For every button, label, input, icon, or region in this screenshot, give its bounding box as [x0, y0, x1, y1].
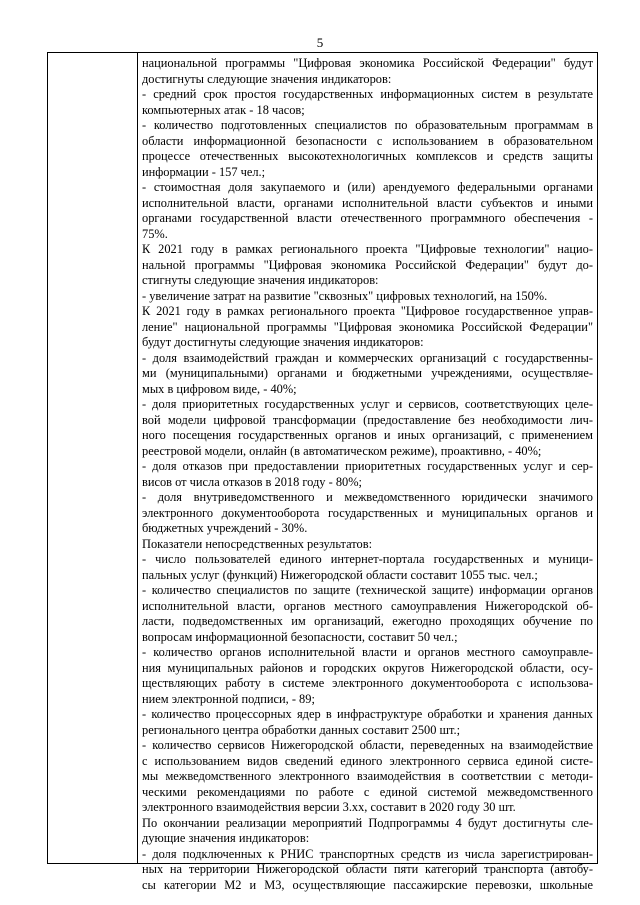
text-line: стигнуты следующие значения индикаторов:: [142, 273, 379, 287]
text-line: висов от числа отказов в 2018 году - 80%;: [142, 474, 362, 489]
text-line: - число пользователей единого интернет-портала государственных и муници-: [142, 552, 593, 566]
text-line: - количество процессорных ядер в инфраструктуре обработки и хранения данных: [142, 707, 593, 721]
text-line: будут достигнуты следующие значения индикаторов:: [142, 335, 424, 349]
text-line: - количество подготовленных специалистов по образовательным программам в: [142, 118, 593, 132]
text-line: электронного взаимодействия версии 3.хх, составит в 2020 году 30 шт.: [142, 800, 516, 814]
text-line: исполнительной власти, органами исполнительной власти субъектов и иными: [142, 195, 593, 210]
text-line: - стоимостная доля закупаемого и (или) арендуемого федеральными органами: [142, 180, 593, 194]
text-line: - доля приоритетных государственных услуг и сервисов, соответствующих целе-: [142, 397, 593, 411]
text-line: достигнуты следующие значения индикаторов:: [142, 71, 392, 86]
text-line: 75%.: [142, 226, 168, 241]
text-line: регионального центра обработки данных составит 2500 шт.;: [142, 722, 461, 737]
text-line: - доля взаимодействий граждан и коммерческих организаций с государственны-: [142, 350, 593, 365]
text-line: процессе отечественных высокотехнологичных комплексов и средств защиты: [142, 149, 593, 163]
text-line: вой модели цифровой трансформации (предоставление без необходимости лич-: [142, 412, 593, 427]
text-line: компьютерных атак - 18 часов;: [142, 102, 305, 117]
text-line: пальных услуг (функций) Нижегородской области составит 1055 тыс. чел.;: [142, 567, 538, 582]
text-line: реестровой модели, онлайн (в автоматическом режиме), проактивно, - 40%;: [142, 443, 542, 458]
text-line: исполнительной власти, органов местного самоуправления Нижегородской об-: [142, 598, 593, 613]
text-line: мых в цифровом виде, - 40%;: [142, 381, 297, 396]
table-left-cell: [48, 53, 138, 863]
text-line: - доля подключенных к РНИС транспортных средств из числа зарегистрирован-: [142, 846, 593, 861]
text-line: ных на территории Нижегородской области пяти категорий транспорта (автобу-: [142, 862, 593, 876]
text-line: ществляющих работу в системе электронного документооборота с использова-: [142, 676, 593, 690]
text-line: нием электронной подписи, - 89;: [142, 691, 315, 706]
content-table: [47, 52, 598, 892]
table-text-cell: [138, 53, 597, 892]
text-line: бюджетных учреждений - 30%.: [142, 521, 308, 535]
text-line: К 2021 году в рамках регионального проекта "Цифровые технологии" нацио-: [142, 242, 593, 256]
text-line: ного посещения государственных органов и иных организаций, с применением: [142, 428, 593, 442]
text-line: ния муниципальных районов и городских округов Нижегородской области, осу-: [142, 660, 593, 675]
text-line: К 2021 году в рамках регионального проекта "Цифровое государственное управ-: [142, 304, 593, 318]
text-line: - средний срок простоя государственных информационных систем в результате: [142, 87, 593, 101]
text-line: ление" национальной программы "Цифровая экономика Российской Федерации": [142, 319, 593, 334]
text-line: электронного документооборота государственных и муниципальных органов и: [142, 505, 593, 520]
text-line: сы категории М2 и М3, осуществляющие пассажирские перевозки, школьные: [142, 877, 593, 892]
text-line: - количество сервисов Нижегородской области, переведенных на взаимодействие: [142, 738, 593, 752]
text-line: информации - 157 чел.;: [142, 164, 266, 179]
text-line: ласти, подведомственных им организаций, ежегодно проходящих обучение по: [142, 614, 593, 628]
text-line: мы межведомственного электронного взаимодействия в соответствии с методи-: [142, 769, 593, 783]
page-number: 5: [316, 35, 324, 50]
text-line: - увеличение затрат на развитие "сквозных" цифровых технологий, на 150%.: [142, 288, 548, 303]
text-line: нальной программы "Цифровая экономика Российской Федерации" будут до-: [142, 257, 593, 272]
text-line: - доля отказов при предоставлении приоритетных государственных услуг и сер-: [142, 459, 593, 473]
text-line: ми (муниципальными) органами и бюджетными учреждениями, осуществляе-: [142, 366, 593, 380]
text-line: органами государственной власти отечественного программного обеспечения -: [142, 211, 593, 225]
text-line: - количество органов исполнительной власти и органов местного самоуправле-: [142, 645, 593, 659]
text-line: Показатели непосредственных результатов:: [142, 536, 373, 551]
text-line: По окончании реализации мероприятий Подпрограммы 4 будут достигнуты сле-: [142, 815, 593, 830]
text-line: с использованием видов сведений единого электронного сервиса единой систе-: [142, 753, 593, 768]
text-line: дующие значения индикаторов:: [142, 831, 310, 845]
text-line: - доля внутриведомственного и межведомственного юридически значимого: [142, 490, 593, 504]
text-line: вопросам информационной безопасности, составит 50 чел.;: [142, 629, 458, 644]
text-line: - количество специалистов по защите (технической защите) информации органов: [142, 583, 593, 597]
text-line: национальной программы "Цифровая экономика Российской Федерации" будут: [142, 56, 593, 70]
text-line: области информационной безопасности с использованием в образовательном: [142, 133, 593, 148]
text-line: ческими рекомендациями по работе с единой системой межведомственного: [142, 784, 593, 799]
